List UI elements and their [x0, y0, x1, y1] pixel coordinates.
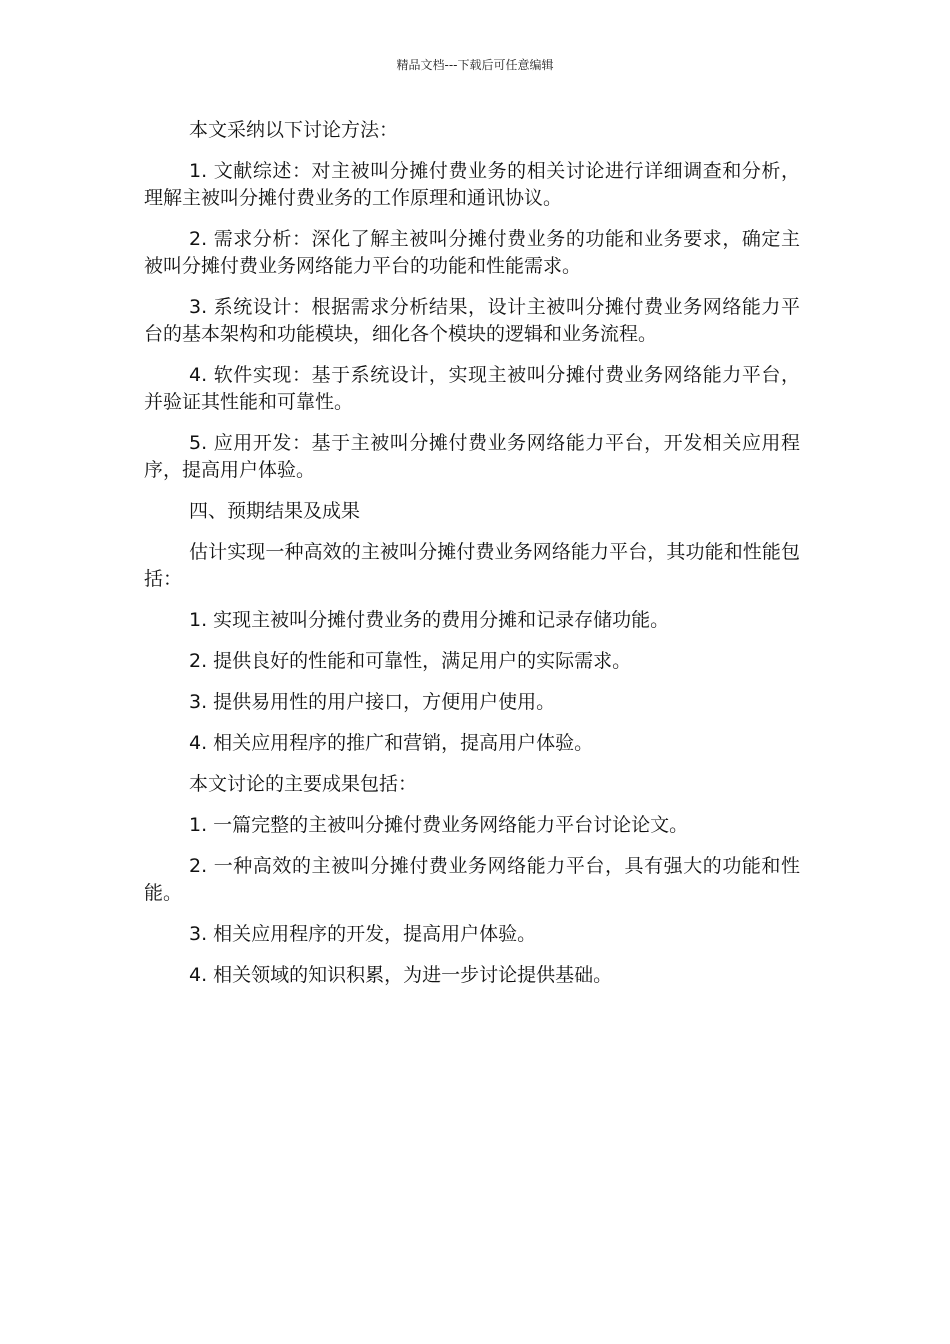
paragraph-expected-1: 1. 实现主被叫分摊付费业务的费用分摊和记录存储功能。	[189, 609, 670, 631]
paragraph-method-5: 5. 应用开发：基于主被叫分摊付费业务网络能力平台，开发相关应用程序，提高用户体验。	[144, 432, 800, 481]
paragraph-outcomes-intro: 本文讨论的主要成果包括：	[189, 773, 418, 795]
section-heading-expected-results: 四、预期结果及成果	[189, 500, 361, 522]
paragraph-method-4: 4. 软件实现：基于系统设计，实现主被叫分摊付费业务网络能力平台，并验证其性能和可靠性。	[144, 364, 800, 413]
document-body	[144, 117, 800, 1003]
paragraph-expected-3: 3. 提供易用性的用户接口，方便用户使用。	[189, 691, 556, 713]
paragraph-method-2: 2. 需求分析：深化了解主被叫分摊付费业务的功能和业务要求，确定主被叫分摊付费业务网络能力平台的功能和性能需求。	[144, 228, 800, 277]
paragraph-expected-4: 4. 相关应用程序的推广和营销，提高用户体验。	[189, 732, 594, 754]
paragraph-method-intro: 本文采纳以下讨论方法：	[189, 119, 399, 141]
page-header: 精品文档---下载后可任意编辑	[396, 58, 554, 72]
paragraph-outcome-3: 3. 相关应用程序的开发，提高用户体验。	[189, 923, 537, 945]
paragraph-expected-intro: 估计实现一种高效的主被叫分摊付费业务网络能力平台，其功能和性能包括：	[144, 541, 800, 590]
paragraph-expected-2: 2. 提供良好的性能和可靠性，满足用户的实际需求。	[189, 650, 632, 672]
paragraph-method-1: 1. 文献综述：对主被叫分摊付费业务的相关讨论进行详细调查和分析，理解主被叫分摊付费业务的工作原理和通讯协议。	[144, 160, 800, 209]
paragraph-method-3: 3. 系统设计：根据需求分析结果，设计主被叫分摊付费业务网络能力平台的基本架构和功能模块，细化各个模块的逻辑和业务流程。	[144, 296, 800, 345]
paragraph-outcome-4: 4. 相关领域的知识积累，为进一步讨论提供基础。	[189, 964, 613, 986]
paragraph-outcome-1: 1. 一篇完整的主被叫分摊付费业务网络能力平台讨论论文。	[189, 814, 689, 836]
paragraph-outcome-2: 2. 一种高效的主被叫分摊付费业务网络能力平台，具有强大的功能和性能。	[144, 855, 800, 904]
